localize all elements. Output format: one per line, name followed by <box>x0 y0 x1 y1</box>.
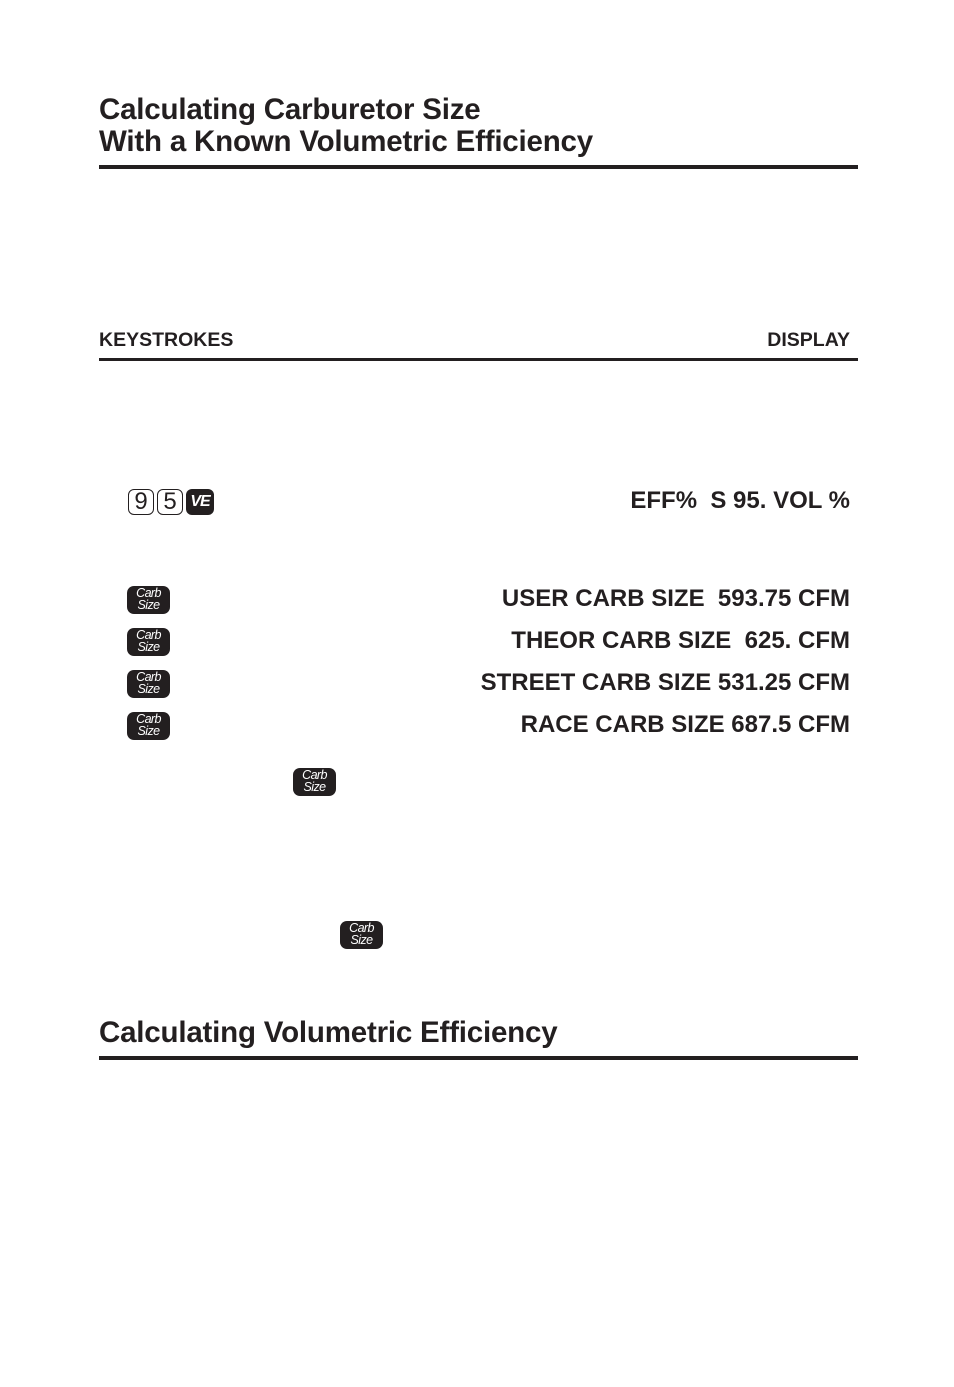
display-readout-race-carb: RACE CARB SIZE 687.5 CFM <box>520 711 850 738</box>
display-readout-user-carb: USER CARB SIZE 593.75 CFM <box>501 585 850 612</box>
carb-size-key-line-2: Size <box>137 723 160 738</box>
column-header-rule <box>99 358 858 361</box>
carb-size-key-inline[interactable] <box>293 768 336 796</box>
carb-size-key[interactable] <box>127 586 170 614</box>
carb-size-key-line-2: Size <box>137 639 160 654</box>
carb-size-key[interactable] <box>127 712 170 740</box>
section-title-carburetor-size <box>99 94 593 158</box>
display-readout-theor-carb: THEOR CARB SIZE 625. CFM <box>511 627 850 654</box>
display-readout-eff: EFF% S 95. VOL % <box>630 487 850 514</box>
carb-size-key-line-2: Size <box>350 932 373 947</box>
section-title-line-2: With a Known Volumetric Efficiency <box>99 125 593 158</box>
carb-size-key-line-1: Carb <box>302 768 327 782</box>
carb-size-key-line-2: Size <box>303 779 326 794</box>
carb-size-key-line-1: Carb <box>136 628 161 642</box>
heading-rule <box>99 165 858 169</box>
carb-size-key[interactable] <box>127 628 170 656</box>
display-readout-street-carb: STREET CARB SIZE 531.25 CFM <box>480 669 850 696</box>
carb-size-key[interactable] <box>127 670 170 698</box>
display-column-header: DISPLAY <box>767 329 850 351</box>
carb-size-key-line-2: Size <box>137 597 160 612</box>
key-9[interactable]: 9 <box>128 489 154 515</box>
section-title-line-1: Calculating Carburetor Size <box>99 93 481 126</box>
carb-size-key-inline[interactable] <box>340 921 383 949</box>
carb-size-key-line-1: Carb <box>349 921 374 935</box>
ve-key[interactable]: VE <box>186 489 214 515</box>
carb-size-key-line-1: Carb <box>136 670 161 684</box>
carb-size-key-line-1: Carb <box>136 712 161 726</box>
carb-size-key-line-1: Carb <box>136 586 161 600</box>
heading-rule <box>99 1056 858 1060</box>
carb-size-key-line-2: Size <box>137 681 160 696</box>
section-title-volumetric-efficiency: Calculating Volumetric Efficiency <box>99 1016 558 1049</box>
keystroke-sequence-95-ve <box>128 489 214 515</box>
keystrokes-column-header: KEYSTROKES <box>99 329 234 351</box>
key-5[interactable]: 5 <box>157 489 183 515</box>
